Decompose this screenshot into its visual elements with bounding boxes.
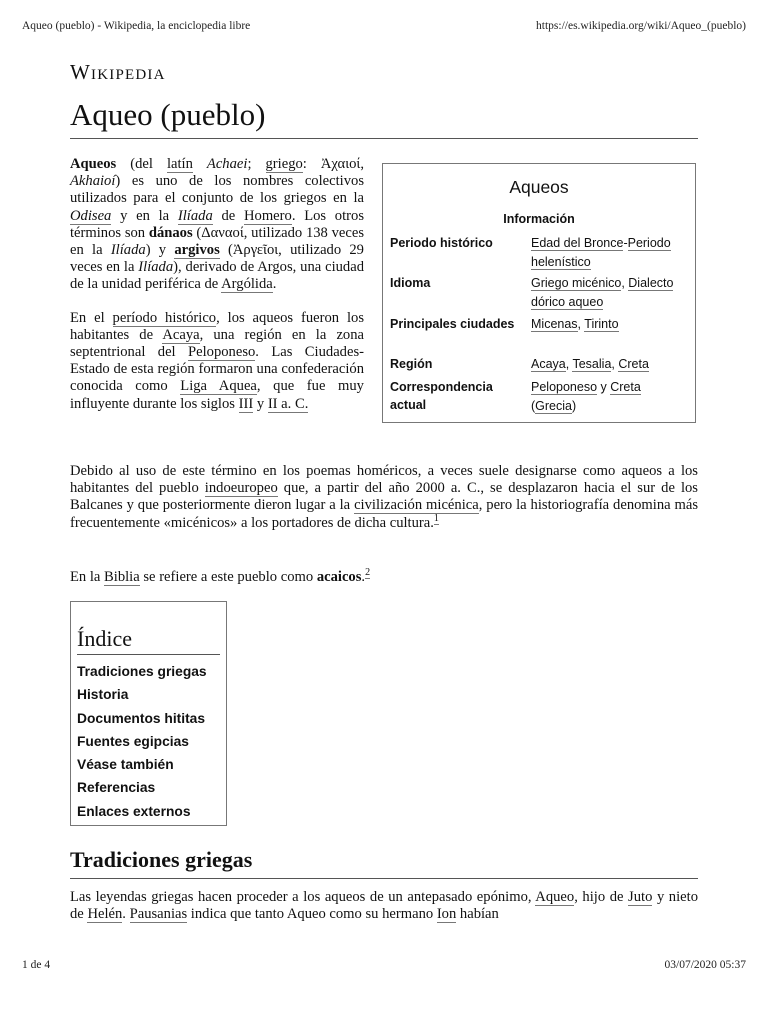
print-header-title: Aqueo (pueblo) - Wikipedia, la enciclopedia libre <box>22 20 251 32</box>
infobox <box>382 163 696 423</box>
indoeuropeo-paragraph: Debido al uso de este término en los poemas homéricos, a veces suele designarse como aqueos a los habitantes del pueblo indoeuropeo que, a partir del año 2000 a. C., se desplazaron hacia el sur de los Balcanes y que posteriormente dieron lugar a la civilización micénica, pero la historiografía denomina más frecuentemente «micénicos» a los portadores de dicha cultura.$^1$ <box>70 463 699 531</box>
biblia-paragraph: En la Biblia se refiere a este pueblo como acaicos.$^2$ <box>70 567 371 585</box>
toc-item-vease-tambien[interactable]: Véase también <box>77 757 174 773</box>
link-griego-micenico[interactable]: Griego micénico <box>531 276 622 290</box>
link-griego[interactable]: griego <box>265 156 303 172</box>
print-header-url: https://es.wikipedia.org/wiki/Aqueo_(pueblo) <box>536 20 746 32</box>
toc-list <box>77 660 220 823</box>
infobox-row-ciudades <box>390 315 689 334</box>
infobox-label: Idioma <box>390 276 431 290</box>
infobox-value: Edad del Bronce-Periodo helenístico <box>531 236 671 269</box>
toc-item-enlaces-externos[interactable]: Enlaces externos <box>77 803 191 819</box>
infobox-label: Periodo histórico <box>390 236 493 250</box>
link-argivos[interactable]: argivos <box>174 242 220 259</box>
link-aqueo[interactable]: Aqueo <box>535 889 575 905</box>
link-siglo-iii[interactable]: III <box>238 395 254 412</box>
infobox-value: Acaya, Tesalia, Creta <box>531 357 649 371</box>
link-creta[interactable]: Creta <box>618 357 649 371</box>
section-heading: Tradiciones griegas <box>70 846 698 879</box>
infobox-label: Principales ciudades <box>390 317 515 331</box>
link-latin[interactable]: latín <box>166 156 193 172</box>
term-acaicos: acaicos <box>316 569 362 585</box>
term-danaos: dánaos <box>148 224 193 241</box>
link-iliada[interactable]: Ilíada <box>177 207 213 224</box>
toc-item-referencias[interactable]: Referencias <box>77 780 156 796</box>
reference-2[interactable]: 2 <box>365 567 371 579</box>
link-periodo-historico[interactable]: período histórico <box>112 309 217 326</box>
link-ion[interactable]: Ion <box>436 906 457 923</box>
link-acaya-region[interactable]: Acaya <box>531 357 566 371</box>
tradiciones-paragraph: Las leyendas griegas hacen proceder a los aqueos de un antepasado epónimo, Aqueo, hijo de Juto y nieto de Helén. Pausanias indica que tanto Aqueo como su hermano Ion habían <box>70 889 698 923</box>
link-biblia[interactable]: Biblia <box>104 569 140 585</box>
toc-item-tradiciones[interactable]: Tradiciones griegas <box>77 664 207 679</box>
page-title: Aqueo (pueblo) <box>70 96 698 139</box>
history-paragraph: En el período histórico, los aqueos fueron los habitantes de Acaya, una región en la zona septentrional del Peloponeso. Las Ciudades-Estado de esta región formaron una confederación conocida como Liga Aquea, que fue muy influyente durante los siglos III y II a. C. <box>70 309 364 412</box>
link-odisea[interactable]: Odisea <box>70 207 112 224</box>
infobox-label: Región <box>390 357 433 371</box>
wikipedia-wordmark[interactable]: Wikipedia <box>70 60 166 84</box>
link-micenas[interactable]: Micenas <box>531 317 578 331</box>
term-aqueos: Aqueos <box>70 156 117 172</box>
print-header <box>22 20 746 32</box>
lead-column <box>70 156 364 413</box>
infobox-subtitle: Información <box>503 212 575 226</box>
link-pausanias[interactable]: Pausanias <box>129 906 188 923</box>
infobox-label: Correspondencia actual <box>390 380 493 412</box>
link-peloponeso-actual[interactable]: Peloponeso <box>531 380 598 394</box>
infobox-row-region <box>390 355 689 374</box>
toc-item-historia[interactable]: Historia <box>77 687 129 703</box>
infobox-value: Micenas, Tirinto <box>531 317 619 331</box>
link-acaya[interactable]: Acaya <box>162 326 200 343</box>
link-liga-aquea[interactable]: Liga Aquea <box>180 378 257 395</box>
link-edad-bronce[interactable]: Edad del Bronce <box>531 236 624 250</box>
infobox-value: Peloponeso y Creta (Grecia) <box>531 380 641 413</box>
link-grecia[interactable]: Grecia <box>535 399 572 413</box>
infobox-value: Griego micénico, Dialecto dórico aqueo <box>531 276 674 309</box>
link-indoeuropeo[interactable]: indoeuropeo <box>204 480 278 497</box>
link-creta-actual[interactable]: Creta <box>610 380 641 394</box>
link-argolida[interactable]: Argólida <box>221 276 273 293</box>
toc-item-documentos-hititas[interactable]: Documentos hititas <box>77 710 206 726</box>
link-dialecto-dorico[interactable]: Dialecto dórico aqueo <box>531 276 674 309</box>
toc-title: Índice <box>77 626 220 655</box>
link-civilizacion-micenica[interactable]: civilización micénica <box>354 497 479 514</box>
intro-paragraph: Aqueos (del latín Achaei; griego: Ἀχαιοί, Akhaioí) es uno de los nombres colectivos utilizados para el conjunto de los griegos en la Odisea y en la Ilíada de Homero. Los otros términos son dánaos (Δαναοί, utilizado 138 veces en la Ilíada) y argivos (Ἀργεῖοι, utilizado 29 veces en la Ilíada), derivado de Argos, una ciudad de la unidad periférica de Argólida. <box>70 156 364 293</box>
infobox-row-idioma <box>390 274 689 312</box>
link-homero[interactable]: Homero <box>243 207 292 224</box>
table-of-contents <box>70 601 227 826</box>
link-periodo-helenistico[interactable]: Periodo helenístico <box>531 236 671 269</box>
link-tesalia[interactable]: Tesalia <box>572 357 612 371</box>
reference-1[interactable]: 1 <box>433 512 439 524</box>
link-juto[interactable]: Juto <box>628 889 653 905</box>
link-helen[interactable]: Helén <box>87 906 123 923</box>
page-count: 1 de 4 <box>22 959 51 971</box>
print-timestamp: 03/07/2020 05:37 <box>664 959 746 971</box>
link-peloponeso[interactable]: Peloponeso <box>188 344 256 361</box>
link-siglo-ii[interactable]: II a. C. <box>267 395 309 412</box>
infobox-title: Aqueos <box>509 177 569 197</box>
link-tirinto[interactable]: Tirinto <box>584 317 619 331</box>
infobox-row-correspondencia <box>390 378 689 416</box>
toc-item-fuentes-egipcias[interactable]: Fuentes egipcias <box>77 733 189 749</box>
infobox-row-periodo <box>390 234 689 272</box>
print-footer <box>22 959 746 971</box>
